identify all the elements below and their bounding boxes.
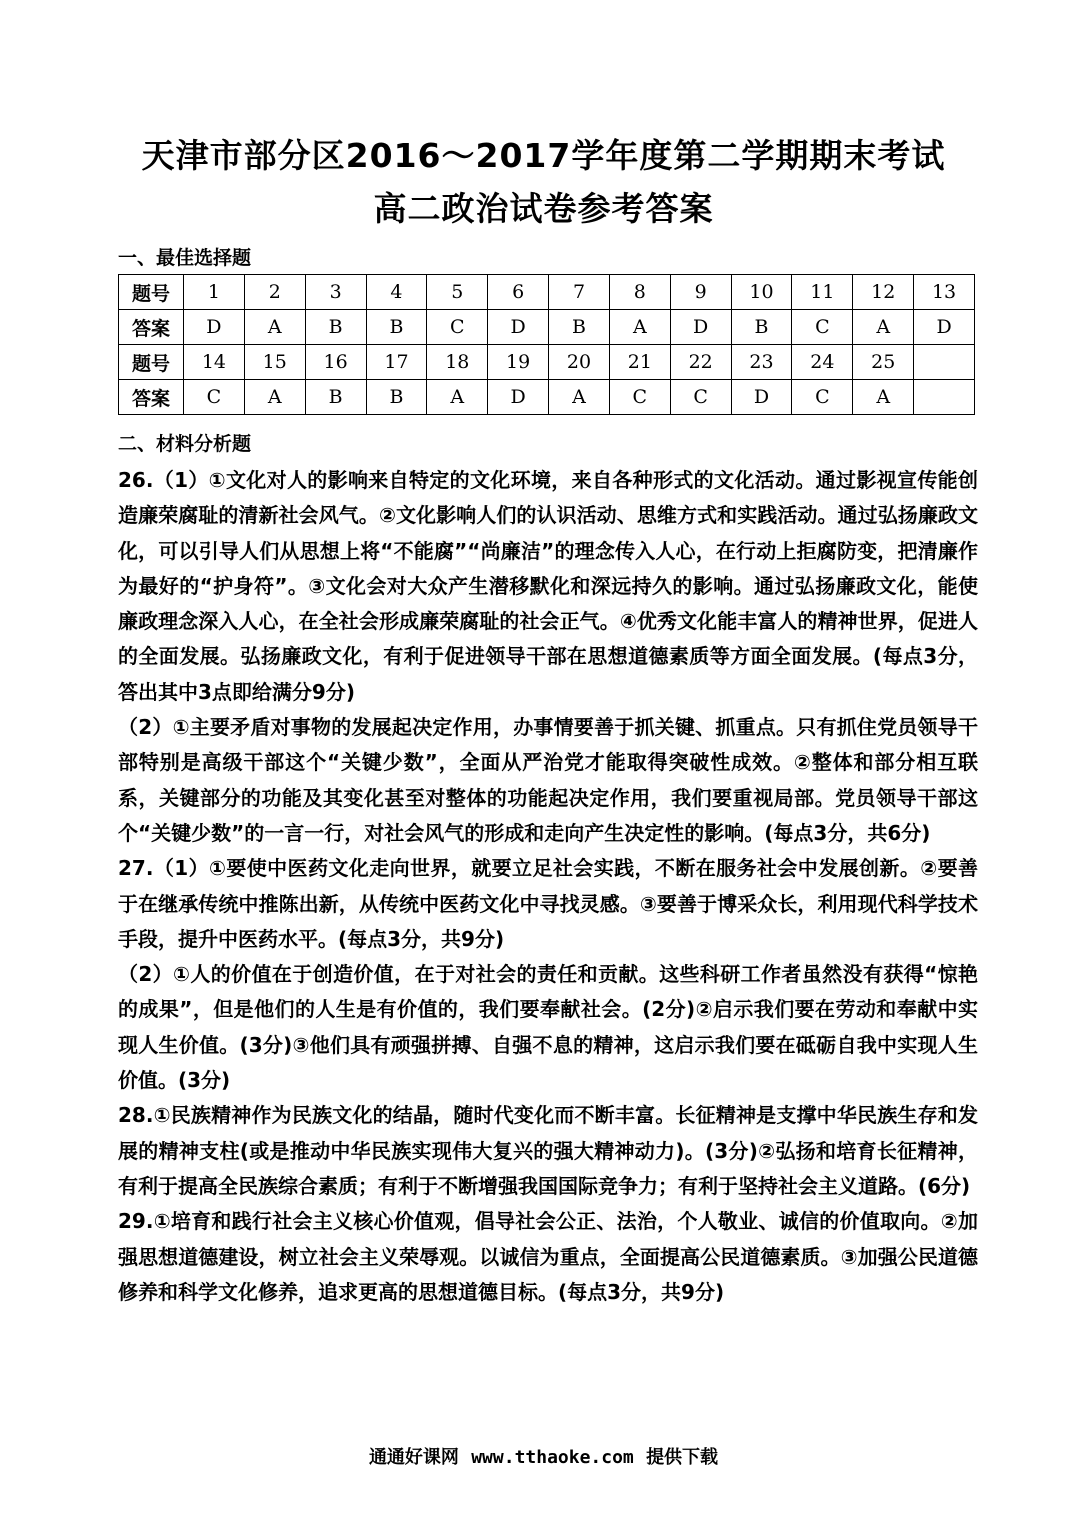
table-cell: 12 (853, 275, 914, 310)
table-row (119, 310, 975, 345)
table-cell: B (305, 310, 366, 345)
table-cell: A (427, 380, 488, 415)
table-cell: 23 (731, 345, 792, 380)
table-cell: C (670, 380, 731, 415)
table-row-label: 答案 (119, 310, 184, 345)
table-cell: B (366, 380, 427, 415)
table-cell: B (366, 310, 427, 345)
table-cell: C (427, 310, 488, 345)
table-cell: D (914, 310, 975, 345)
document-subtitle: 高二政治试卷参考答案 (373, 189, 714, 228)
table-cell: 15 (244, 345, 305, 380)
table-cell: D (731, 380, 792, 415)
table-cell: D (184, 310, 245, 345)
table-cell: 2 (244, 275, 305, 310)
table-cell: 3 (305, 275, 366, 310)
table-cell: 8 (609, 275, 670, 310)
table-cell: D (488, 310, 549, 345)
table-cell: 10 (731, 275, 792, 310)
table-cell: 13 (914, 275, 975, 310)
table-cell: C (792, 310, 853, 345)
table-cell: A (609, 310, 670, 345)
table-cell: 1 (184, 275, 245, 310)
table-cell: 21 (609, 345, 670, 380)
table-cell: B (305, 380, 366, 415)
table-row (119, 380, 975, 415)
table-cell: B (549, 310, 610, 345)
table-cell: B (731, 310, 792, 345)
table-cell (914, 380, 975, 415)
footer-url: www.tthaoke.com (471, 1447, 634, 1468)
table-cell: A (853, 310, 914, 345)
table-cell: C (184, 380, 245, 415)
section-heading-choice: 一、最佳选择题 (118, 247, 252, 269)
table-cell: 7 (549, 275, 610, 310)
answer-paragraph: 26.（1）①文化对人的影响来自特定的文化环境，来自各种形式的文化活动。通过影视宣传能创造廉荣腐耻的清新社会风气。②文化影响人们的认识活动、思维方式和实践活动。通过弘扬廉政文化，可以引导人们从思想上将“不能腐”“尚廉洁”的理念传入人心，在行动上拒腐防变，把清廉作为最好的“护身符”。③文化会对大众产生潜移默化和深远持久的影响。通过弘扬廉政文化，能使廉政理念深入人心，在全社会形成廉荣腐耻的社会正气。④优秀文化能丰富人的精神世界，促进人的全面发展。弘扬廉政文化，有利于促进领导干部在思想道德素质等方面全面发展。(每点3分，答出其中3点即给满分9分) (118, 468, 978, 704)
table-row-label: 题号 (119, 275, 184, 310)
page-footer (0, 1443, 1087, 1469)
table-cell: 22 (670, 345, 731, 380)
section-heading-analysis: 二、材料分析题 (118, 433, 252, 455)
table-cell: 6 (488, 275, 549, 310)
footer-site-name: 通通好课网 (368, 1447, 459, 1468)
answer-paragraph: 29.①培育和践行社会主义核心价值观，倡导社会公正、法治，个人敬业、诚信的价值取向。②加强思想道德建设，树立社会主义荣辱观。以诚信为重点，全面提高公民道德素质。③加强公民道德修养和科学文化修养，追求更高的思想道德目标。(每点3分，共9分) (118, 1209, 978, 1304)
table-cell: 18 (427, 345, 488, 380)
table-cell: 17 (366, 345, 427, 380)
table-cell: 20 (549, 345, 610, 380)
table-cell: 24 (792, 345, 853, 380)
table-cell: 11 (792, 275, 853, 310)
table-cell: 16 (305, 345, 366, 380)
answer-paragraph: 27.（1）①要使中医药文化走向世界，就要立足社会实践，不断在服务社会中发展创新。②要善于在继承传统中推陈出新，从传统中医药文化中寻找灵感。③要善于博采众长，利用现代科学技术手段，提升中医药水平。(每点3分，共9分) (118, 856, 978, 951)
table-cell: C (792, 380, 853, 415)
table-cell: 9 (670, 275, 731, 310)
table-cell: A (549, 380, 610, 415)
table-cell: 4 (366, 275, 427, 310)
table-cell (914, 345, 975, 380)
answer-body-text (118, 463, 978, 1310)
table-cell: A (244, 310, 305, 345)
table-cell: 5 (427, 275, 488, 310)
table-row (119, 275, 975, 310)
answer-table (118, 274, 975, 415)
table-cell: 14 (184, 345, 245, 380)
table-cell: D (488, 380, 549, 415)
table-cell: A (244, 380, 305, 415)
document-title: 天津市部分区2016～2017学年度第二学期期末考试 (141, 136, 946, 175)
table-row-label: 题号 (119, 345, 184, 380)
footer-suffix: 提供下载 (646, 1447, 719, 1468)
table-cell: A (853, 380, 914, 415)
table-row-label: 答案 (119, 380, 184, 415)
table-cell: D (670, 310, 731, 345)
table-cell: 19 (488, 345, 549, 380)
table-row (119, 345, 975, 380)
answer-paragraph: （2）①主要矛盾对事物的发展起决定作用，办事情要善于抓关键、抓重点。只有抓住党员领导干部特别是高级干部这个“关键少数”，全面从严治党才能取得突破性成效。②整体和部分相互联系，关键部分的功能及其变化甚至对整体的功能起决定作用，我们要重视局部。党员领导干部这个“关键少数”的一言一行，对社会风气的形成和走向产生决定性的影响。(每点3分，共6分) (118, 715, 978, 845)
table-cell: C (609, 380, 670, 415)
answer-paragraph: （2）①人的价值在于创造价值，在于对社会的责任和贡献。这些科研工作者虽然没有获得“惊艳的成果”，但是他们的人生是有价值的，我们要奉献社会。(2分)②启示我们要在劳动和奉献中实现人生价值。(3分)③他们具有顽强拼搏、自强不息的精神，这启示我们要在砥砺自我中实现人生价值。(3分) (118, 962, 978, 1093)
table-cell: 25 (853, 345, 914, 380)
answer-paragraph: 28.①民族精神作为民族文化的结晶，随时代变化而不断丰富。长征精神是支撑中华民族生存和发展的精神支柱(或是推动中华民族实现伟大复兴的强大精神动力)。(3分)②弘扬和培育长征精神，有利于提高全民族综合素质；有利于不断增强我国国际竞争力；有利于坚持社会主义道路。(6分) (118, 1103, 978, 1198)
